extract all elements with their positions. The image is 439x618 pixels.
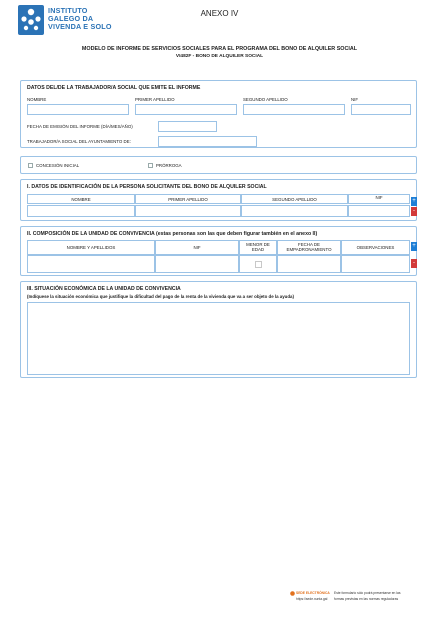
section-1-header-nombre bbox=[27, 194, 135, 204]
section-1-title: I. DATOS DE IDENTIFICACIÓN DE LA PERSONA SOLICITANTE DEL BONO DE ALQUILER SOCIAL bbox=[27, 184, 267, 190]
section-2-observaciones-label: OBSERVACIONES bbox=[356, 245, 395, 250]
section-2-menor-cell bbox=[239, 255, 277, 273]
section-2-header-menor bbox=[239, 240, 277, 255]
section-2-remove-row-button[interactable]: - bbox=[413, 260, 415, 266]
fecha-emision-label: FECHA DE EMISIÓN DEL INFORME (DÍA/MES/AÑO) bbox=[27, 124, 133, 129]
worker-segundo-apellido-field[interactable] bbox=[243, 104, 345, 115]
section-2-menor-checkbox[interactable] bbox=[255, 261, 262, 268]
section-2-fecha-line-2: EMPADRONAMIENTO bbox=[286, 247, 332, 252]
section-2-add-row-button[interactable]: + bbox=[412, 243, 416, 249]
section-1-add-row-button[interactable]: + bbox=[412, 198, 416, 204]
section-1-primer-label: PRIMER APELLIDO bbox=[168, 197, 208, 202]
section-2-title: II. COMPOSICIÓN DE LA UNIDAD DE CONVIVENCIA (estas personas son las que deben figurar también en el anexo II) bbox=[27, 231, 318, 237]
section-1-segundo-label: SEGUNDO APELLIDO bbox=[272, 197, 317, 202]
situacion-economica-textarea[interactable] bbox=[27, 302, 410, 375]
worker-segundo-apellido-label: SEGUNDO APELLIDO bbox=[243, 97, 288, 102]
section-2-observaciones-field[interactable] bbox=[341, 255, 410, 273]
section-2-menor-line-1: MENOR DE bbox=[246, 242, 270, 247]
section-1-nif-field[interactable] bbox=[348, 205, 410, 217]
annex-label: ANEXO IV bbox=[200, 9, 239, 18]
concesion-inicial-label: CONCESIÓN INICIAL bbox=[36, 163, 80, 168]
logo-line-2: GALEGO DA bbox=[48, 14, 94, 24]
page-subtitle: VI482F - BONO DE ALQUILER SOCIAL bbox=[175, 54, 264, 59]
prorroga-label: PRÓRROGA bbox=[156, 163, 182, 168]
prorroga-checkbox[interactable] bbox=[148, 163, 153, 168]
worker-nif-field[interactable] bbox=[351, 104, 411, 115]
section-1-segundo-apellido-field[interactable] bbox=[241, 205, 348, 217]
section-1-header-primer bbox=[135, 194, 241, 204]
worker-nif-label: NIF bbox=[351, 97, 359, 102]
section-2-nombre-field[interactable] bbox=[27, 255, 155, 273]
section-2-header-nombre bbox=[27, 240, 155, 255]
section-2-nif-label: NIF bbox=[193, 245, 201, 250]
section-2-fecha-label bbox=[278, 242, 340, 252]
section-3-subtitle: (Indíquese la situación económica que justifique la dificultad del pago de la renta de la vivienda que va a ser objeto de la ayuda) bbox=[27, 294, 294, 299]
section-3-title: III. SITUACIÓN ECONÓMICA DE LA UNIDAD DE CONVIVENCIA bbox=[27, 286, 181, 292]
section-2-fecha-line-1: FECHA DE bbox=[298, 242, 320, 247]
section-2-header-nif bbox=[155, 240, 239, 255]
worker-section bbox=[20, 80, 417, 148]
worker-primer-apellido-label: PRIMER APELLIDO bbox=[135, 97, 175, 102]
section-2-header-observaciones bbox=[341, 240, 410, 255]
section-2-menor-label bbox=[240, 242, 276, 252]
page-title: MODELO DE INFORME DE SERVICIOS SOCIALES PARA EL PROGRAMA DEL BONO DE ALQUILER SOCIAL bbox=[81, 46, 358, 52]
section-1-remove-row-button[interactable]: - bbox=[413, 208, 415, 214]
request-type-section bbox=[20, 156, 417, 174]
fecha-emision-field[interactable] bbox=[158, 121, 217, 132]
section-2-nif-field[interactable] bbox=[155, 255, 239, 273]
worker-nombre-label: NOMBRE bbox=[27, 97, 47, 102]
worker-nombre-field[interactable] bbox=[27, 104, 129, 115]
worker-section-title: DATOS DEL/DE LA TRABAJADOR/A SOCIAL QUE EMITE EL INFORME bbox=[27, 85, 201, 91]
section-1-header-segundo bbox=[241, 194, 348, 204]
section-1-header-nif bbox=[348, 194, 410, 204]
footer-line-2: formas previstas en las normas reguladoras bbox=[334, 597, 399, 601]
footer-url-link[interactable]: https://sede.xunta.gal bbox=[296, 597, 328, 601]
sede-label: SEDE ELECTRÓNICA bbox=[296, 591, 330, 595]
section-2-header-fecha bbox=[277, 240, 341, 255]
section-2-fecha-field[interactable] bbox=[277, 255, 341, 273]
section-2-menor-line-2: EDAD bbox=[251, 247, 265, 252]
section-1 bbox=[20, 179, 417, 221]
section-1-nombre-label: NOMBRE bbox=[71, 197, 91, 202]
worker-primer-apellido-field[interactable] bbox=[135, 104, 237, 115]
ayuntamiento-field[interactable] bbox=[158, 136, 257, 147]
concesion-inicial-checkbox[interactable] bbox=[28, 163, 33, 168]
logo-line-1: INSTITUTO bbox=[48, 6, 88, 15]
section-2-nombre-label: NOMBRE Y APELLIDOS bbox=[66, 245, 116, 250]
section-1-nombre-field[interactable] bbox=[27, 205, 135, 217]
section-1-nif-label: NIF bbox=[375, 195, 383, 200]
ayuntamiento-label: TRABAJADOR/A SOCIAL DEL AYUNTAMIENTO DE: bbox=[27, 139, 131, 144]
section-1-primer-apellido-field[interactable] bbox=[135, 205, 241, 217]
sede-icon bbox=[290, 591, 295, 596]
section-3 bbox=[20, 281, 417, 378]
section-2 bbox=[20, 226, 417, 276]
footer-line-1: Este formulario sólo podrá presentarse en las bbox=[334, 591, 401, 595]
logo-line-3: VIVENDA E SOLO bbox=[48, 22, 112, 32]
